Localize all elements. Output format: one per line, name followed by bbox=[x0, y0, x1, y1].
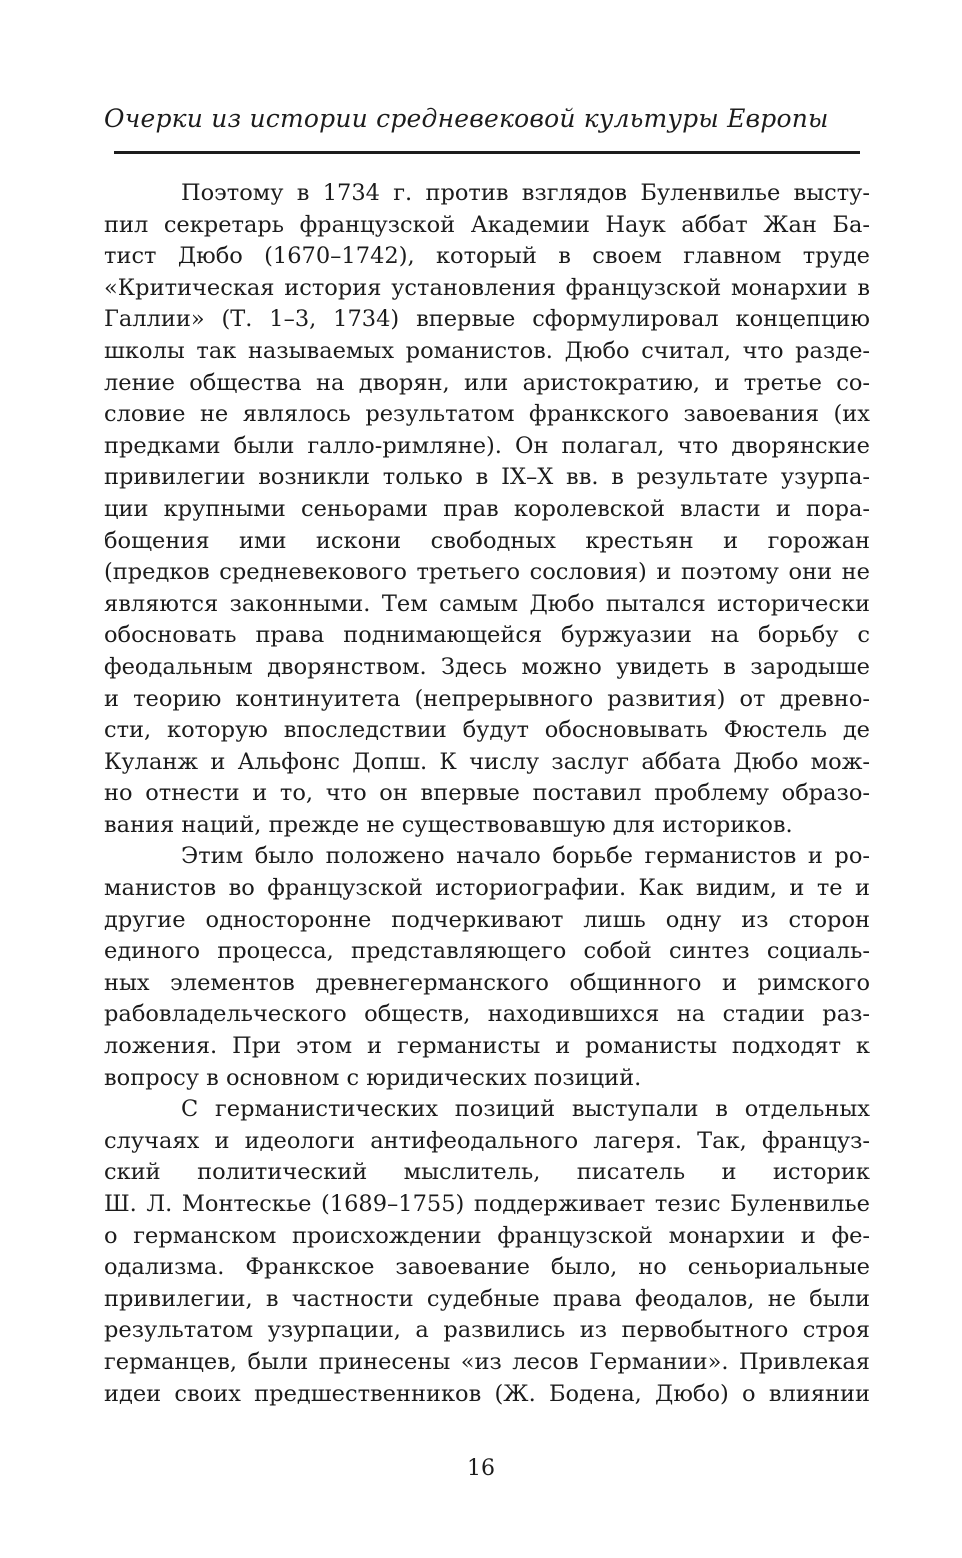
text-line: привилегии, в частности судебные права феодалов, не были bbox=[104, 1285, 870, 1312]
body-text bbox=[104, 178, 870, 1410]
text-line: являются законными. Тем самым Дюбо пытался исторически bbox=[104, 590, 870, 617]
text-line: словие не являлось результатом франкского завоевания (их bbox=[104, 401, 870, 428]
text-line: С германистических позиций выступали в отдельных bbox=[181, 1096, 870, 1123]
text-line: обосновать права поднимающейся буржуазии на борьбу с bbox=[104, 622, 870, 649]
text-line: Ш. Л. Монтескье (1689–1755) поддерживает тезис Буленвилье bbox=[104, 1191, 870, 1217]
text-line: «Критическая история установления французской монархии в bbox=[104, 274, 870, 301]
text-line: вания наций, прежде не существовавшую для историков. bbox=[104, 811, 793, 838]
text-line: предками были галло-римляне). Он полагал, что дворянские bbox=[104, 432, 870, 459]
text-line: манистов во французской историографии. Как видим, и те и bbox=[104, 875, 870, 902]
text-line: тист Дюбо (1670–1742), который в своем главном труде bbox=[104, 243, 870, 270]
text-line: о германском происхождении французской монархии и фе- bbox=[104, 1222, 870, 1249]
text-line: ции крупными сеньорами прав королевской власти и пора- bbox=[104, 495, 870, 522]
text-line: привилегии возникли только в IX–X вв. в результате узурпа- bbox=[104, 464, 870, 491]
text-line: единого процесса, представляющего собой синтез социаль- bbox=[104, 938, 870, 965]
text-line: школы так называемых романистов. Дюбо считал, что разде- bbox=[104, 337, 870, 364]
text-line: германцев, были принесены «из лесов Германии». Привлекая bbox=[104, 1348, 870, 1375]
text-line: случаях и идеологи антифеодального лагеря. Так, француз- bbox=[104, 1127, 870, 1154]
text-line: одализма. Франкское завоевание было, но сеньориальные bbox=[104, 1254, 870, 1281]
text-line: другие односторонне подчеркивают лишь одну из сторон bbox=[104, 906, 870, 933]
text-line: бощения ими искони свободных крестьян и горожан bbox=[104, 527, 870, 554]
text-line: феодальным дворянством. Здесь можно увидеть в зародыше bbox=[104, 653, 870, 680]
text-line: (предков средневекового третьего сословия) и поэтому они не bbox=[104, 559, 870, 586]
text-line: ский политический мыслитель, писатель и историк bbox=[104, 1159, 870, 1186]
text-line: ных элементов древнегерманского общинного и римского bbox=[104, 969, 870, 996]
text-line: Этим было положено начало борьбе германистов и ро- bbox=[181, 843, 870, 870]
text-line: Поэтому в 1734 г. против взглядов Буленвилье высту- bbox=[181, 180, 870, 206]
text-line: ложения. При этом и германисты и романисты подходят к bbox=[104, 1033, 870, 1060]
header-rule bbox=[114, 151, 860, 154]
text-line: но отнести и то, что он впервые поставил проблему образо- bbox=[104, 780, 870, 807]
page-number: 16 bbox=[467, 1456, 495, 1481]
text-line: Куланж и Альфонс Допш. К числу заслуг аббата Дюбо мож- bbox=[104, 748, 870, 775]
text-line: Галлии» (Т. 1–3, 1734) впервые сформулировал концепцию bbox=[104, 306, 870, 333]
text-line: вопросу в основном с юридических позиций. bbox=[104, 1064, 642, 1091]
text-line: ление общества на дворян, или аристократию, и третье со- bbox=[104, 369, 870, 396]
text-line: и теорию континуитета (непрерывного развития) от древно- bbox=[104, 685, 870, 712]
running-header: Очерки из истории средневековой культуры Европы bbox=[104, 104, 829, 133]
text-line: результатом узурпации, а развились из первобытного строя bbox=[104, 1317, 870, 1344]
text-line: пил секретарь французской Академии Наук аббат Жан Ба- bbox=[104, 211, 870, 238]
text-line: идеи своих предшественников (Ж. Бодена, Дюбо) о влиянии bbox=[104, 1380, 870, 1407]
text-line: рабовладельческого обществ, находившихся на стадии раз- bbox=[104, 1001, 870, 1028]
text-line: сти, которую впоследствии будут обосновывать Фюстель де bbox=[104, 717, 870, 744]
